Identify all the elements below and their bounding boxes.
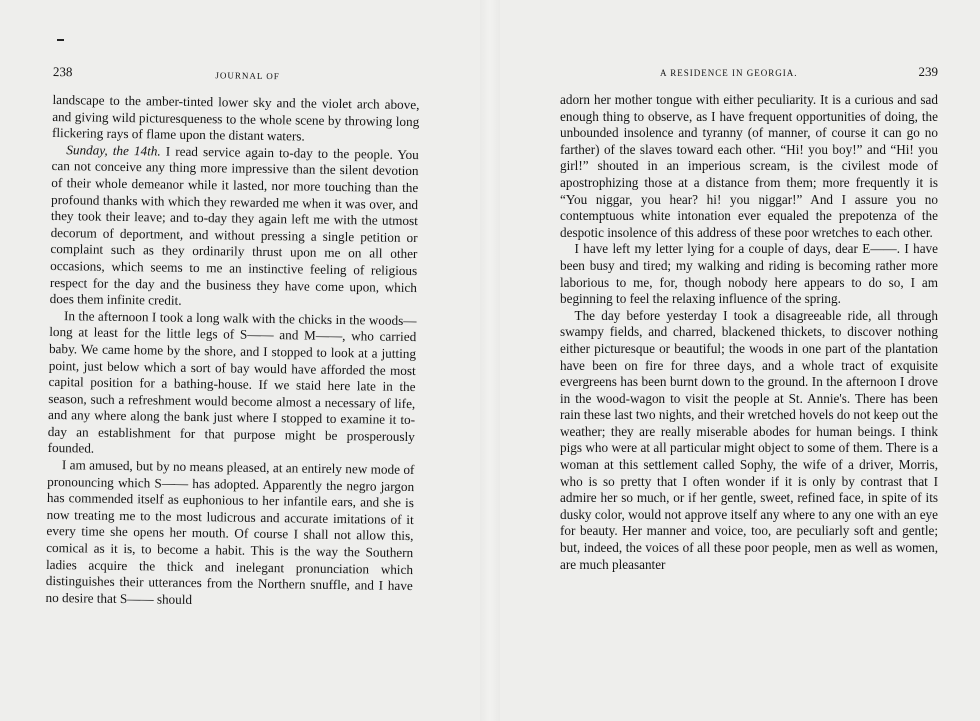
paragraph: I have left my letter lying for a couple of days, dear E——. I have been busy and tired; my walking and riding is becoming rather more laborious to me, for, though nobody here appears to do so, I am beginning to feel the relaxing influence of the spring. bbox=[560, 241, 938, 307]
paragraph: landscape to the amber-tinted lower sky and the violet arch above, and giving wild picturesqueness to the whole scene by throwing long flickering rays of flame upon the distant waters. bbox=[51, 91, 420, 144]
right-page-header bbox=[560, 64, 938, 88]
left-page-number: 238 bbox=[52, 64, 73, 80]
paragraph: The day before yesterday I took a disagreeable ride, all through swampy fields, and charred, blackened thickets, to discover nothing either picturesque or beautiful; the woods in one part of the plantation have been on fire for three days, and a whole tract of exquisite evergreens has been burnt down to the ground. In the afternoon I drove in the wood-wagon to visit the people at St. Annie's. There has been rain these last two nights, and their wretched hovels do not keep out the weather; they are really miserable abodes for human beings. I think pigs who were at all particular might object to some of them. There is a woman at this settlement called Sophy, the wife of a driver, Morris, who is so pretty that I often wonder if it is only by contrast that I admire her so much, or if her gentle, sweet, refined face, in spite of its dusky color, would not approve itself any where to any one with an eye for beauty. Her manner and voice, too, are peculiarly soft and gentle; but, indeed, the voices of all these poor people, men as well as women, are much pleasanter bbox=[560, 307, 938, 572]
left-page-body bbox=[45, 92, 419, 611]
right-running-head: A RESIDENCE IN GEORGIA. bbox=[660, 68, 798, 78]
paragraph: In the afternoon I took a long walk with the chicks in the woods—long at least for the little legs of S—— and M——, who carried baby. We came home by the shore, and I stopped to look at a jutting point, just below which a sort of bay would have afforded the most capital position for a bathing-house. If we staid here late in the season, such a refreshment would become almost a necessary of life, and any where along the bank just where I stopped to examine it to-day an establishment for that purpose might be prosperously founded. bbox=[47, 307, 417, 457]
page-gutter bbox=[480, 0, 500, 721]
paragraph: Sunday, the 14th. I read service again to-day to the people. You can not conceive any thing more impressive than the silent devotion of their whole demeanor while it lasted, nor more touching than the profound thanks with which they rewarded me when it was over, and they took their leave; and to-day they again left me with the utmost decorum of deportment, and without pressing a single petition or complaint such as they ordinarily thrust upon me on all other occasions, which seems to me an instinctive feeling of religious respect for the day and the business they have come upon, which does them infinite credit. bbox=[49, 141, 419, 308]
right-page-number: 239 bbox=[918, 64, 938, 79]
left-page-header bbox=[53, 64, 420, 93]
stray-mark bbox=[57, 39, 64, 41]
left-running-head: JOURNAL OF bbox=[215, 70, 280, 82]
paragraph: adorn her mother tongue with either peculiarity. It is a curious and sad enough thing to observe, as I have frequent opportunities of doing, the unbounded insolence and tyranny (of manner, of course it can go no farther) of the slaves toward each other. “Hi! you boy!” and “Hi! you girl!” shouted in an imperious scream, is the civilest mode of apostrophizing those at a distance from them; more frequently it is “You niggar, you hear? hi! you niggar!” And I assure you no contemptuous white intonation ever equaled the prepotenza of the despotic insolence of this address of these poor wretches to each other. bbox=[560, 92, 938, 240]
entry-date: Sunday, the 14th. bbox=[66, 141, 161, 159]
right-page bbox=[560, 64, 938, 573]
left-page bbox=[45, 64, 420, 611]
right-page-body bbox=[560, 92, 938, 573]
paragraph: I am amused, but by no means pleased, at an entirely new mode of pronouncing which S—— has adopted. Apparently the negro jargon has commended itself as euphonious to her infantile ears, and she is now treating me to the most ludicrous and accurate imitations of it every time she opens her mouth. Of course I shall not allow this, comical as it is, to become a habit. This is the way the Southern ladies acquire the thick and inelegant pronunciation which distinguishes their utterances from the Northern snuffle, and I have no desire that S—— should bbox=[45, 457, 415, 607]
